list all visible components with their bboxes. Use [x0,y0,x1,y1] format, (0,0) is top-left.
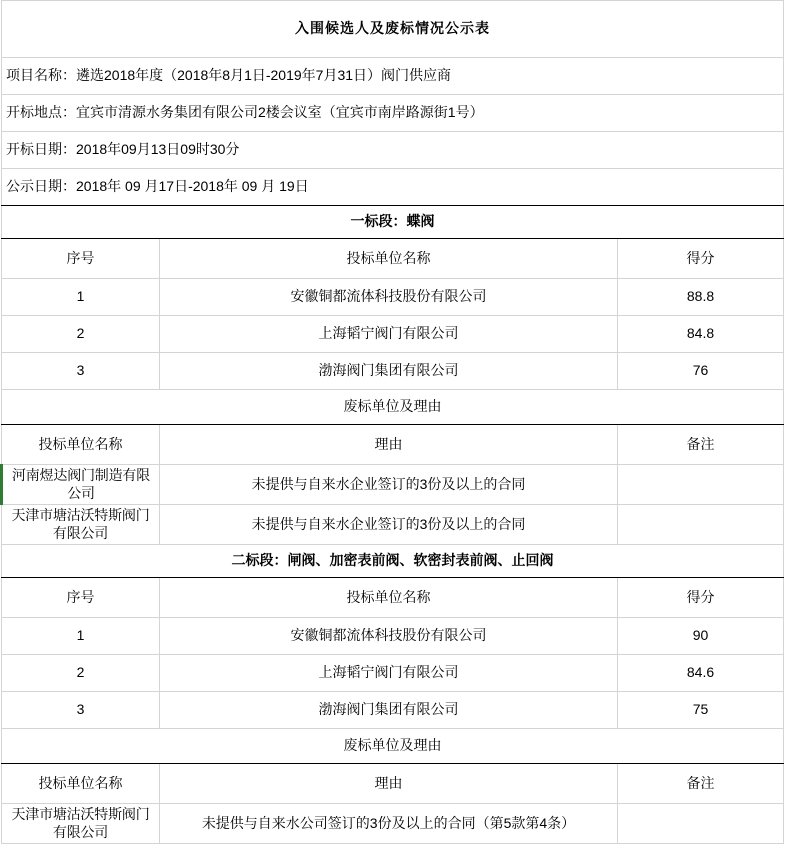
column-header-reason: 理由 [160,425,618,465]
reject-reason: 未提供与自来水公司签订的3份及以上的合同（第5款第4条） [160,804,618,844]
candidate-bidder: 安徽铜都流体科技股份有限公司 [160,279,618,316]
column-header-remark: 备注 [618,764,784,804]
column-header-bidder: 投标单位名称 [2,764,160,804]
rejects-header-row-1 [2,425,784,465]
info-publish-date: 公示日期：2018年 09 月17日-2018年 09 月 19日 [2,169,784,206]
reject-bidder[interactable]: 河南煜达阀门制造有限公司 [2,465,160,505]
reject-banner-row-2 [2,729,784,764]
table-row [2,692,784,729]
candidates-header-row-2 [2,578,784,618]
candidate-bidder: 上海韬宁阀门有限公司 [160,316,618,353]
candidate-bidder: 上海韬宁阀门有限公司 [160,655,618,692]
title-row [2,1,784,58]
column-header-score: 得分 [618,239,784,279]
page-title: 入围候选人及废标情况公示表 [2,1,784,58]
candidates-header-row-1 [2,239,784,279]
reject-banner-row-1 [2,390,784,425]
column-header-bidder: 投标单位名称 [160,578,618,618]
info-row-publish [2,169,784,206]
info-bid-date: 开标日期：2018年09月13日09时30分 [2,132,784,169]
reject-banner-2: 废标单位及理由 [2,729,784,764]
candidate-score: 88.8 [618,279,784,316]
info-row-location [2,95,784,132]
candidate-score: 84.8 [618,316,784,353]
table-row [2,279,784,316]
reject-remark [618,465,784,505]
candidate-index: 1 [2,279,160,316]
column-header-bidder: 投标单位名称 [2,425,160,465]
reject-reason: 未提供与自来水企业签订的3份及以上的合同 [160,505,618,545]
section-heading-2: 二标段：闸阀、加密表前阀、软密封表前阀、止回阀 [2,545,784,578]
candidate-score: 84.6 [618,655,784,692]
candidate-index: 1 [2,618,160,655]
table-row [2,353,784,390]
reject-remark [618,804,784,844]
table-row [2,505,784,545]
candidate-bidder: 安徽铜都流体科技股份有限公司 [160,618,618,655]
reject-reason: 未提供与自来水企业签订的3份及以上的合同 [160,465,618,505]
info-row-project [2,58,784,95]
section-heading-row-2 [2,545,784,578]
candidate-index: 2 [2,655,160,692]
candidate-score: 75 [618,692,784,729]
candidate-index: 3 [2,353,160,390]
candidate-index: 2 [2,316,160,353]
candidate-score: 90 [618,618,784,655]
candidate-bidder: 渤海阀门集团有限公司 [160,353,618,390]
candidate-index: 3 [2,692,160,729]
info-row-date [2,132,784,169]
candidate-score: 76 [618,353,784,390]
column-header-bidder: 投标单位名称 [160,239,618,279]
table-row [2,618,784,655]
candidate-bidder: 渤海阀门集团有限公司 [160,692,618,729]
section-heading-row-1 [2,206,784,239]
reject-remark [618,505,784,545]
table-row [2,465,784,505]
column-header-remark: 备注 [618,425,784,465]
info-bid-location: 开标地点：宜宾市清源水务集团有限公司2楼会议室（宜宾市南岸路源街1号） [2,95,784,132]
section-heading-1: 一标段：蝶阀 [2,206,784,239]
table-row [2,804,784,844]
reject-banner-1: 废标单位及理由 [2,390,784,425]
rejects-header-row-2 [2,764,784,804]
table-row [2,316,784,353]
reject-bidder: 天津市塘沽沃特斯阀门有限公司 [2,505,160,545]
column-header-reason: 理由 [160,764,618,804]
column-header-score: 得分 [618,578,784,618]
info-project-name: 项目名称：遴选2018年度（2018年8月1日-2019年7月31日）阀门供应商 [2,58,784,95]
table-row [2,655,784,692]
reject-bidder: 天津市塘沽沃特斯阀门有限公司 [2,804,160,844]
column-header-index: 序号 [2,239,160,279]
column-header-index: 序号 [2,578,160,618]
